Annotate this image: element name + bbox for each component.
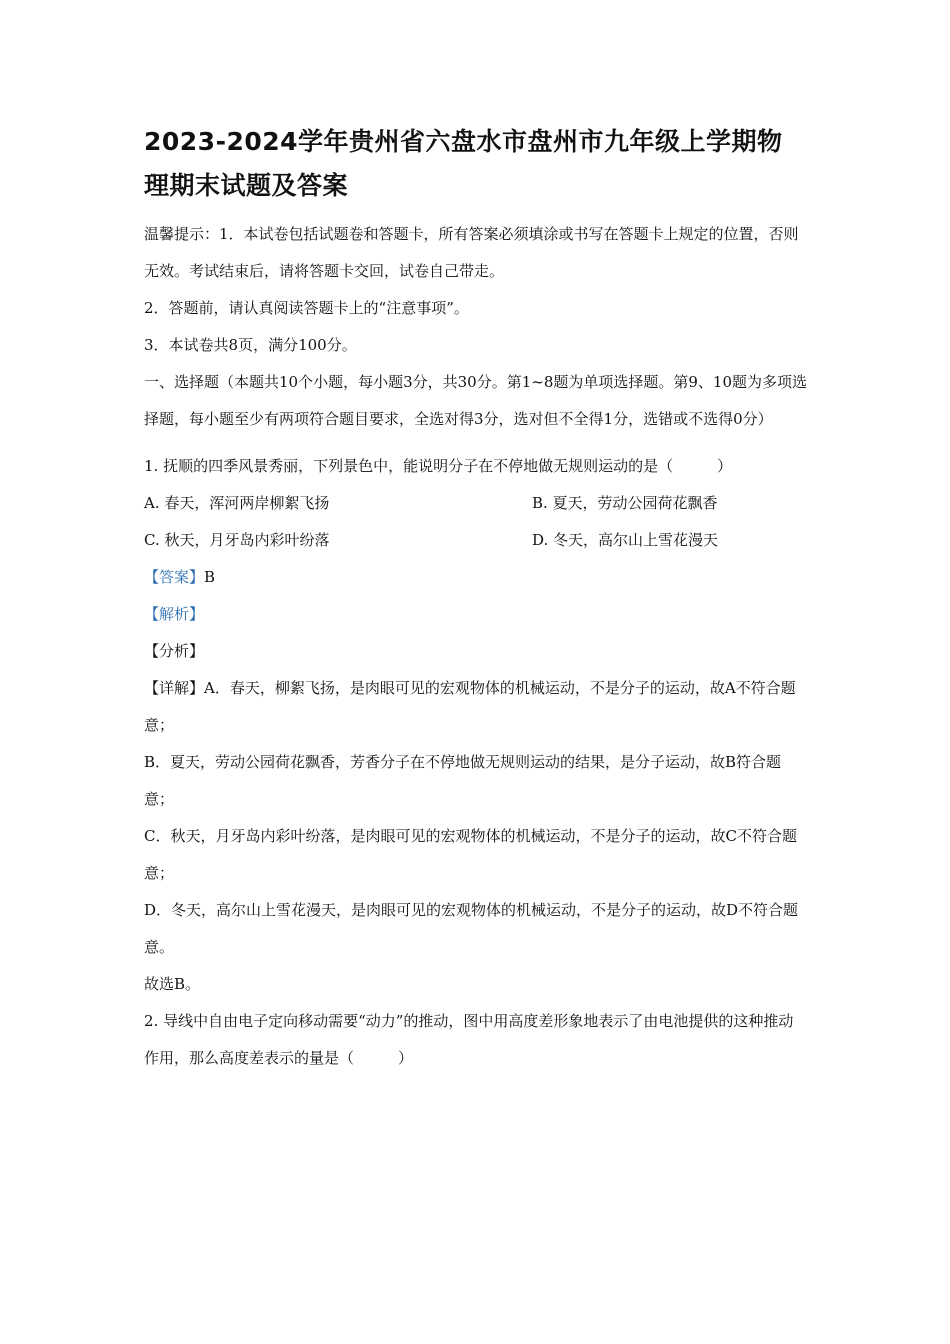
notice-line-3: 3．本试卷共8页，满分100分。	[144, 336, 357, 354]
question-1-stem-text: 1. 抚顺的四季风景秀丽，下列景色中，能说明分子在不停地做无规则运动的是（	[144, 457, 674, 475]
detail-a-text: A．春天，柳絮飞扬，是肉眼可见的宏观物体的机械运动，不是分子的运动，故A不符合题意；	[144, 679, 796, 734]
detail-c: C．秋天，月牙岛内彩叶纷落，是肉眼可见的宏观物体的机械运动，不是分子的运动，故C不符合题意；	[144, 827, 797, 882]
question-1-stem-close: ）	[717, 457, 733, 475]
answer-tag: 【答案】	[144, 568, 205, 586]
notice-line-2: 2．答题前，请认真阅读答题卡上的“注意事项”。	[144, 299, 469, 317]
question-2-stem-text: 2. 导线中自由电子定向移动需要“动力”的推动，图中用高度差形象地表示了由电池提供的这种推动作用，那么高度差表示的量是（	[144, 1012, 794, 1067]
option-a: A. 春天，浑河两岸柳絮飞扬	[144, 494, 330, 512]
detail-a	[144, 670, 808, 744]
answer-line	[144, 559, 808, 596]
detail-b: B．夏天，劳动公园荷花飘香，芳香分子在不停地做无规则运动的结果，是分子运动，故B符合题意；	[144, 753, 782, 808]
question-2-stem	[144, 1003, 808, 1077]
fenxi-tag: 【分析】	[144, 642, 205, 660]
document-page	[144, 120, 808, 1077]
option-d: D. 冬天，高尔山上雪花漫天	[532, 531, 719, 549]
spacer	[144, 438, 808, 448]
analysis-tag: 【解析】	[144, 605, 205, 623]
conclusion: 故选B。	[144, 975, 201, 993]
option-b: B. 夏天，劳动公园荷花飘香	[532, 494, 718, 512]
question-2-stem-close: ）	[398, 1049, 414, 1067]
notice-line-1: 温馨提示：1．本试卷包括试题卷和答题卡，所有答案必须填涂或书写在答题卡上规定的位置，否则无效。考试结束后，请将答题卡交回，试卷自己带走。	[144, 225, 799, 280]
section-1-heading: 一、选择题（本题共10个小题，每小题3分，共30分。第1~8题为单项选择题。第9、10题为多项选择题，每小题至少有两项符合题目要求，全选对得3分，选对但不全得1分，选错或不选得0分）	[144, 373, 808, 428]
question-1-stem	[144, 448, 808, 485]
question-1-options	[144, 485, 808, 559]
answer-value: B	[204, 568, 216, 586]
detail-tag: 【详解】	[144, 679, 205, 697]
document-title: 2023-2024学年贵州省六盘水市盘州市九年级上学期物理期末试题及答案	[144, 127, 783, 200]
detail-d: D．冬天，高尔山上雪花漫天，是肉眼可见的宏观物体的机械运动，不是分子的运动，故D不符合题意。	[144, 901, 799, 956]
option-c: C. 秋天，月牙岛内彩叶纷落	[144, 531, 330, 549]
